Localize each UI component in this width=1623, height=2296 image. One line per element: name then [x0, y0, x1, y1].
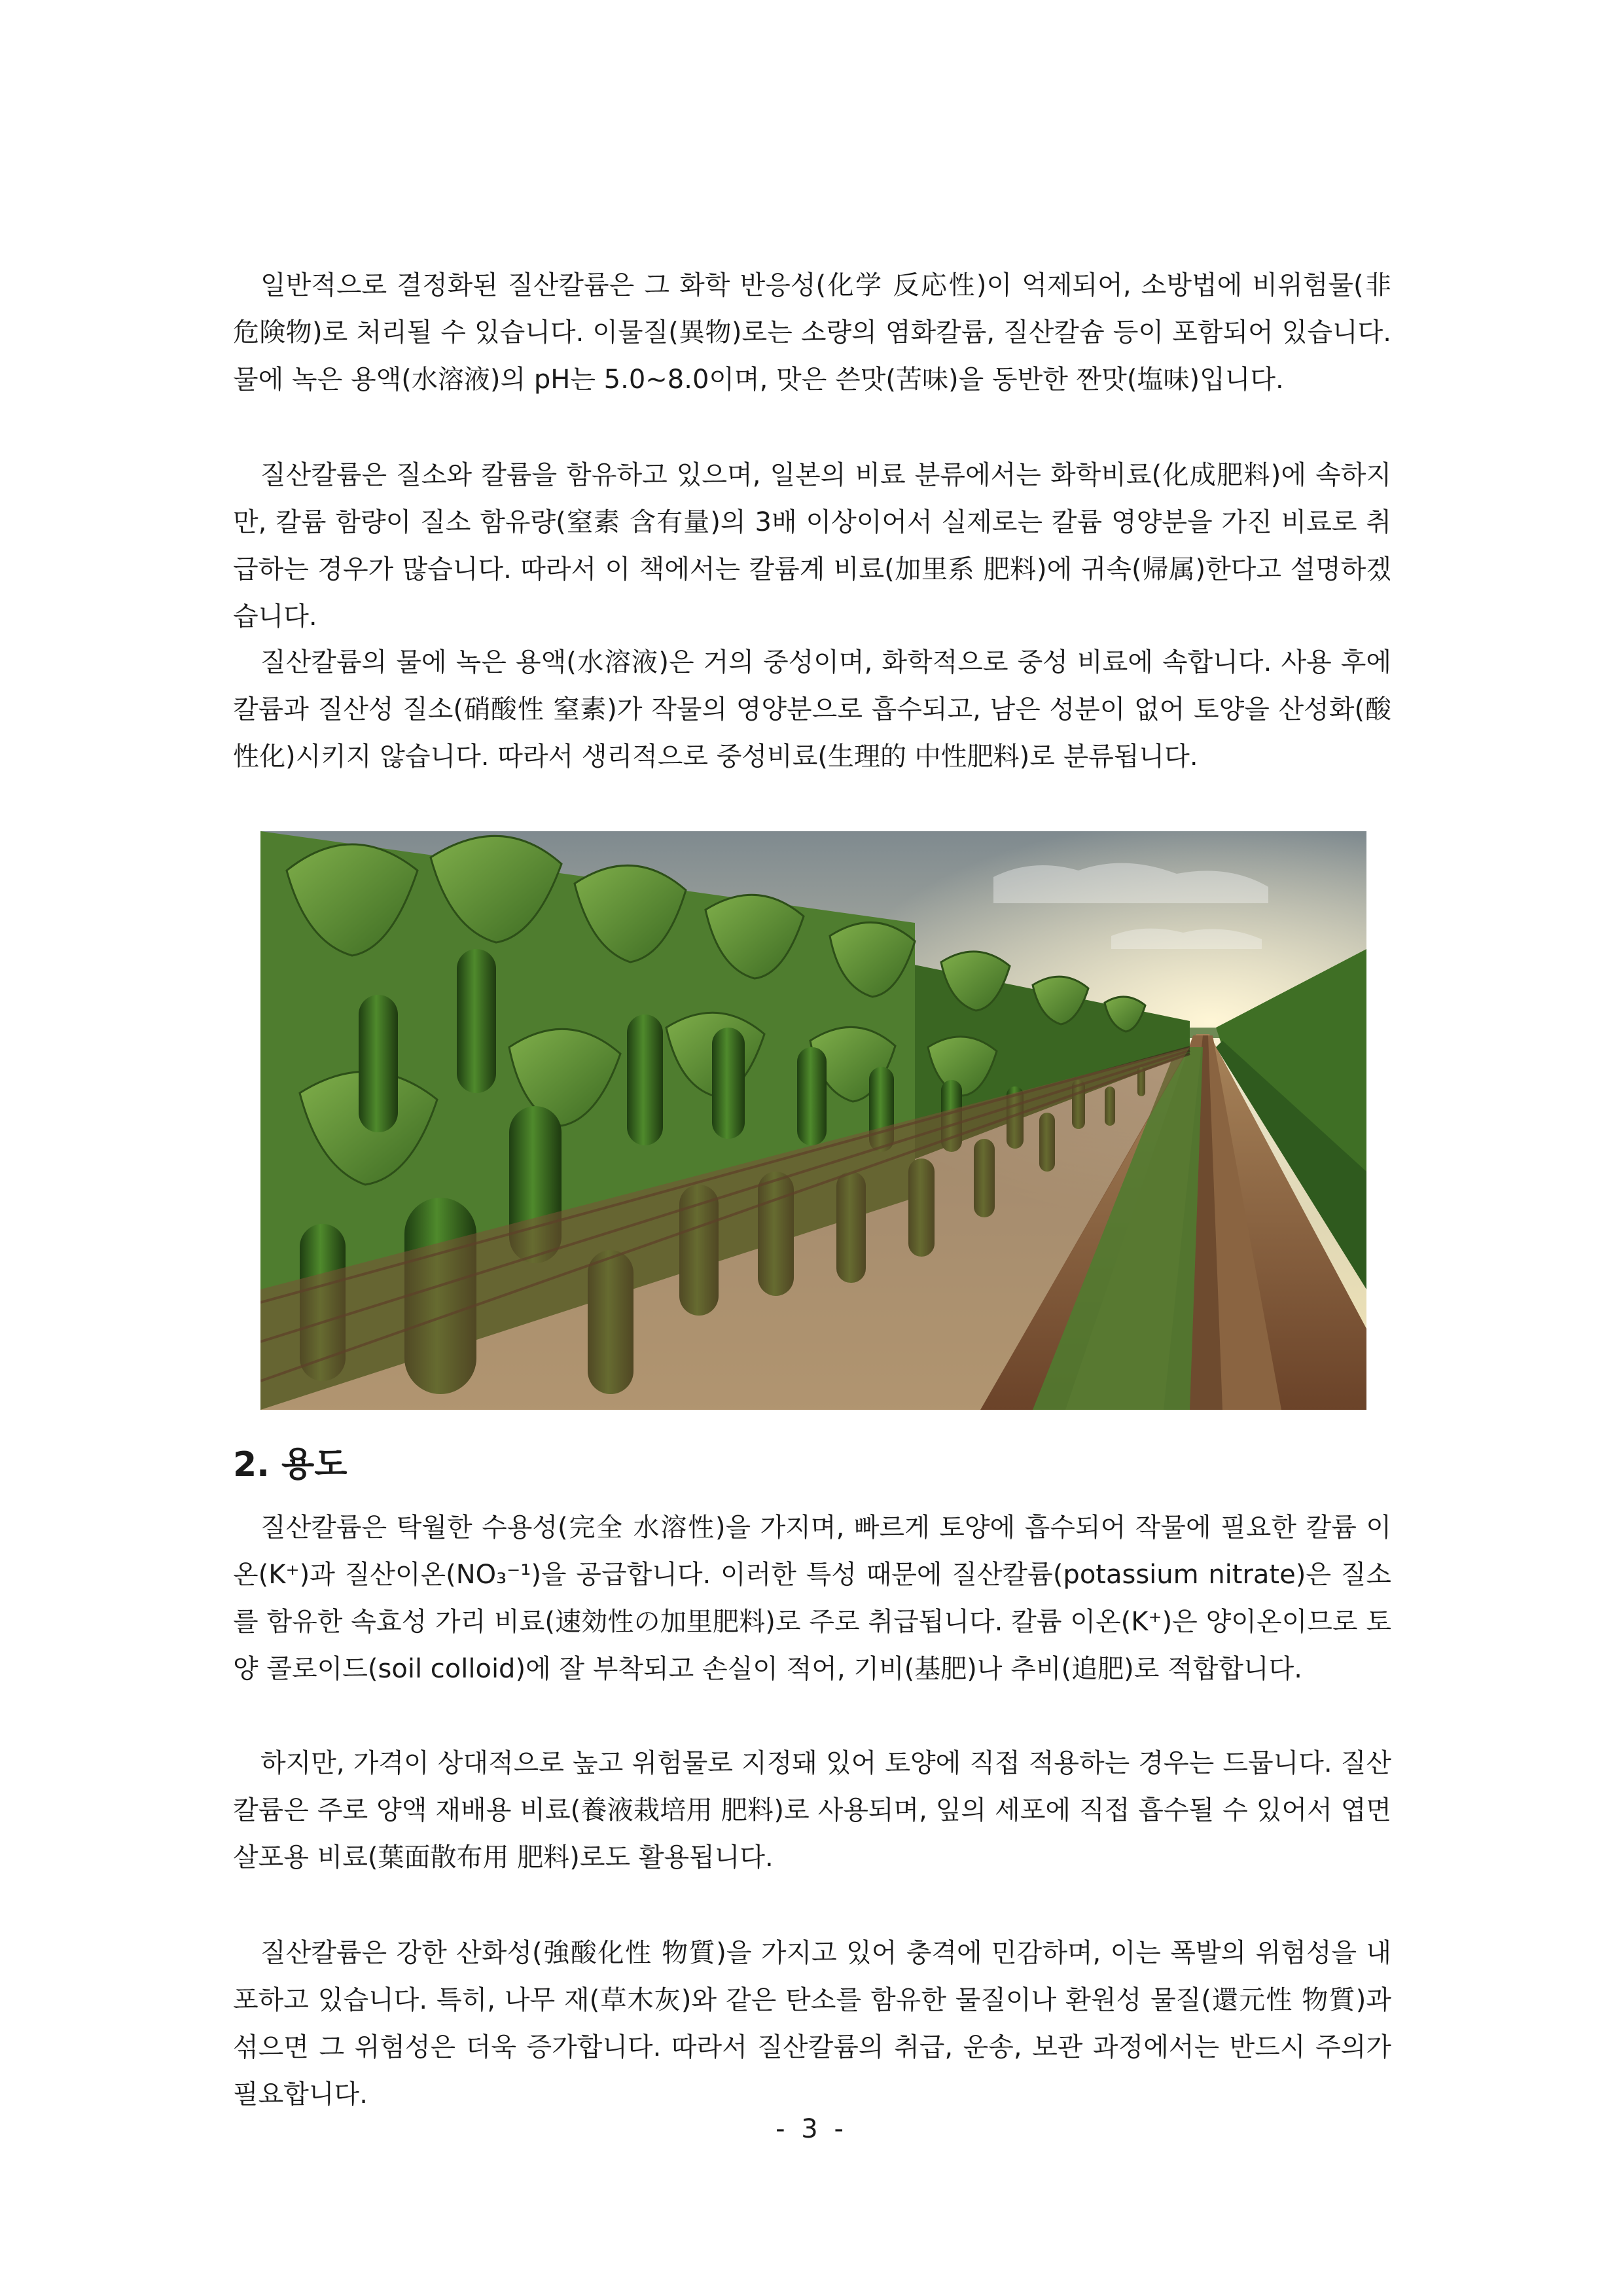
paragraph-6: 질산칼륨은 강한 산화성(強酸化性 物質)을 가지고 있어 충격에 민감하며, 이는 폭발의 위험성을 내포하고 있습니다. 특히, 나무 재(草木灰)와 같은 탄소를 함유한 물질이나 환원성 물질(還元性 物質)과 섞으면 그 위험성은 더욱 증가합니다. 따라서 질산칼륨의 취급, 운송, 보관 과정에서는 반드시 주의가 필요합니다. — [233, 1938, 1391, 2109]
section-heading: 2. 용도 — [233, 1445, 348, 1484]
cucumber-field-image — [260, 831, 1366, 1410]
paragraph-3: 질산칼륨의 물에 녹은 용액(水溶液)은 거의 중성이며, 화학적으로 중성 비료에 속합니다. 사용 후에 칼륨과 질산성 질소(硝酸性 窒素)가 작물의 영양분으로 흡수되고, 남은 성분이 없어 토양을 산성화(酸性化)시키지 않습니다. 따라서 생리적으로 중성비료(生理的 中性肥料)로 분류됩니다. — [233, 647, 1391, 772]
page-number: - 3 - — [776, 2114, 847, 2144]
paragraph-4: 질산칼륨은 탁월한 수용성(完全 水溶性)을 가지며, 빠르게 토양에 흡수되어 작물에 필요한 칼륨 이온(K⁺)과 질산이온(NO₃⁻¹)을 공급합니다. 이러한 특성 때문에 질산칼륨(potassium nitrate)은 질소를 함유한 속효성 가리 비료(速効性の加里肥料)로 주로 취급됩니다. 칼륨 이온(K⁺)은 양이온이므로 토양 콜로이드(soil colloid)에 잘 부착되고 손실이 적어, 기비(基肥)나 추비(追肥)로 적합합니다. — [233, 1513, 1391, 1684]
paragraph-1: 일반적으로 결정화된 질산칼륨은 그 화학 반응성(化学 反応性)이 억제되어, 소방법에 비위험물(非 危険物)로 처리될 수 있습니다. 이물질(異物)로는 소량의 염화칼륨, 질산칼슘 등이 포함되어 있습니다. 물에 녹은 용액(水溶液)의 pH는 5.0~8.0이며, 맛은 쓴맛(苦味)을 동반한 짠맛(塩味)입니다. — [233, 270, 1391, 395]
paragraph-2: 질산칼륨은 질소와 칼륨을 함유하고 있으며, 일본의 비료 분류에서는 화학비료(化成肥料)에 속하지만, 칼륨 함량이 질소 함유량(窒素 含有量)의 3배 이상이어서 실제로는 칼륨 영양분을 가진 비료로 취급하는 경우가 많습니다. 따라서 이 책에서는 칼륨계 비료(加里系 肥料)에 귀속(帰属)한다고 설명하겠습니다. — [233, 460, 1391, 632]
paragraph-5: 하지만, 가격이 상대적으로 높고 위험물로 지정돼 있어 토양에 직접 적용하는 경우는 드뭅니다. 질산칼륨은 주로 양액 재배용 비료(養液栽培用 肥料)로 사용되며, 잎의 세포에 직접 흡수될 수 있어서 엽면 살포용 비료(葉面散布用 肥料)로도 활용됩니다. — [233, 1748, 1391, 1873]
